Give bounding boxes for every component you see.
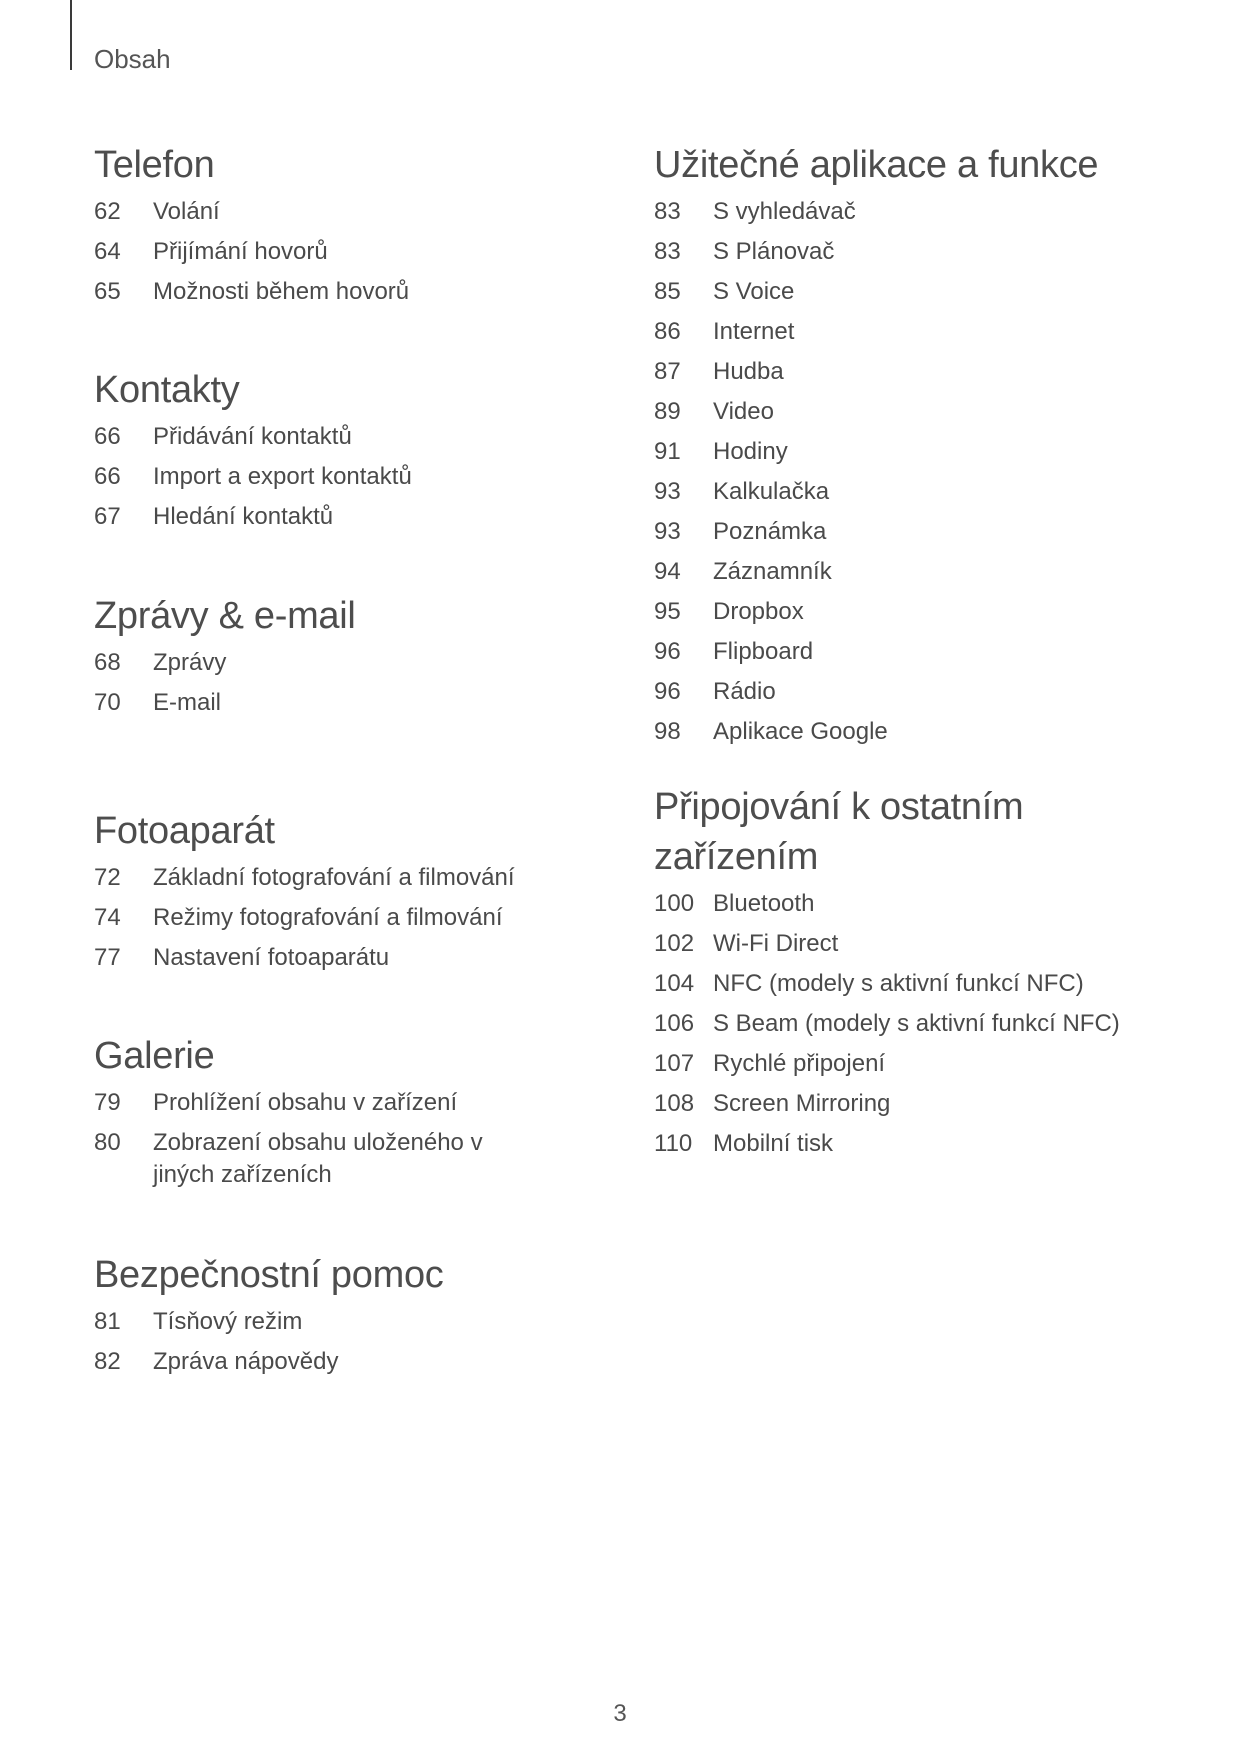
toc-entry[interactable] [94, 497, 594, 537]
toc-entry-page: 66 [94, 423, 121, 450]
toc-entry-title: Zprávy [153, 649, 227, 676]
toc-entry[interactable] [654, 1004, 1174, 1044]
toc-entry-page: 93 [654, 478, 681, 505]
toc-entry[interactable] [654, 884, 1174, 924]
toc-entry-list [94, 1302, 594, 1382]
toc-entry-title: Flipboard [713, 638, 814, 665]
toc-entry[interactable] [94, 417, 594, 457]
toc-entry[interactable] [94, 457, 594, 497]
toc-entry-title: Základní fotografování a filmování [153, 864, 515, 891]
toc-entry[interactable] [94, 192, 594, 232]
toc-entry-page: 72 [94, 864, 121, 891]
toc-entry-title: Dropbox [713, 598, 804, 625]
toc-entry[interactable] [94, 683, 594, 723]
toc-entry-page: 80 [94, 1129, 121, 1156]
toc-entry-page: 94 [654, 558, 681, 585]
toc-entry-title: Video [713, 398, 774, 425]
toc-entry-page: 86 [654, 318, 681, 345]
toc-section-galerie [94, 1031, 594, 1195]
toc-entry-title: Wi-Fi Direct [713, 930, 839, 957]
toc-entry-page: 110 [654, 1130, 693, 1157]
toc-entry-title: NFC (modely s aktivní funkcí NFC) [713, 970, 1084, 997]
toc-entry-page: 68 [94, 649, 121, 676]
toc-entry[interactable] [654, 924, 1174, 964]
toc-entry[interactable] [654, 232, 1174, 272]
toc-entry-page: 77 [94, 944, 121, 971]
toc-entry-page: 96 [654, 638, 681, 665]
toc-entry-title: Bluetooth [713, 890, 815, 917]
toc-entry-list [94, 1083, 594, 1195]
toc-entry[interactable] [654, 552, 1174, 592]
toc-section-fotoaparat [94, 806, 594, 978]
toc-entry-title: Možnosti během hovorů [153, 278, 410, 305]
toc-entry-title: Záznamník [713, 558, 832, 585]
toc-entry-title: Volání [153, 198, 220, 225]
toc-entry-title: Rychlé připojení [713, 1050, 886, 1077]
toc-entry-page: 65 [94, 278, 121, 305]
toc-entry-page: 108 [654, 1090, 695, 1117]
toc-entry-title: Nastavení fotoaparátu [153, 944, 390, 971]
toc-entry[interactable] [94, 1342, 594, 1382]
toc-entry[interactable] [654, 192, 1174, 232]
toc-entry-title: Režimy fotografování a filmování [153, 904, 503, 931]
toc-entry[interactable] [94, 898, 594, 938]
toc-entry-list [654, 884, 1174, 1164]
toc-entry[interactable] [654, 1124, 1174, 1164]
toc-entry-title: Aplikace Google [713, 718, 888, 745]
toc-entry-page: 98 [654, 718, 681, 745]
toc-entry-title: S Plánovač [713, 238, 835, 265]
toc-entry[interactable] [654, 272, 1174, 312]
toc-entry-list [94, 417, 594, 537]
toc-entry-list [654, 192, 1174, 752]
toc-entry[interactable] [654, 432, 1174, 472]
toc-section-zpravy-e-mail [94, 591, 594, 723]
section-heading: Užitečné aplikace a funkce [654, 144, 1099, 186]
toc-entry[interactable] [94, 1123, 594, 1195]
toc-entry[interactable] [94, 272, 594, 312]
toc-entry-title: Import a export kontaktů [153, 463, 412, 490]
toc-entry[interactable] [654, 672, 1174, 712]
toc-entry-page: 62 [94, 198, 121, 225]
toc-entry-page: 64 [94, 238, 121, 265]
toc-entry[interactable] [94, 1083, 594, 1123]
toc-entry[interactable] [94, 1302, 594, 1342]
toc-entry[interactable] [94, 938, 594, 978]
section-heading: Bezpečnostní pomoc [94, 1254, 444, 1296]
toc-entry[interactable] [654, 712, 1174, 752]
toc-entry-page: 93 [654, 518, 681, 545]
toc-entry-page: 67 [94, 503, 121, 530]
toc-entry-page: 95 [654, 598, 681, 625]
toc-entry[interactable] [94, 643, 594, 683]
toc-entry[interactable] [94, 858, 594, 898]
toc-entry[interactable] [654, 632, 1174, 672]
toc-entry[interactable] [654, 392, 1174, 432]
toc-section-pripojovani-k-ostatnim-zarizenim [654, 782, 1174, 1164]
toc-entry[interactable] [654, 312, 1174, 352]
toc-entry-title: Tísňový režim [153, 1308, 303, 1335]
toc-entry-page: 96 [654, 678, 681, 705]
section-heading: Připojování k ostatním zařízením [654, 786, 1024, 878]
toc-entry[interactable] [654, 512, 1174, 552]
toc-entry-title: Přidávání kontaktů [153, 423, 352, 450]
toc-entry-page: 70 [94, 689, 121, 716]
section-heading: Telefon [94, 144, 215, 186]
toc-entry-title: Hodiny [713, 438, 788, 465]
toc-entry[interactable] [654, 472, 1174, 512]
toc-entry-title: Poznámka [713, 518, 827, 545]
toc-entry-page: 100 [654, 890, 695, 917]
toc-entry-list [94, 192, 594, 312]
toc-entry-page: 107 [654, 1050, 695, 1077]
section-heading: Galerie [94, 1035, 215, 1077]
toc-entry-title: S Voice [713, 278, 795, 305]
toc-entry[interactable] [654, 964, 1174, 1004]
toc-entry-title: Screen Mirroring [713, 1090, 891, 1117]
toc-entry-title: Hudba [713, 358, 784, 385]
toc-entry-title: Hledání kontaktů [153, 503, 334, 530]
toc-entry[interactable] [654, 592, 1174, 632]
toc-entry-page: 89 [654, 398, 681, 425]
toc-entry-page: 91 [654, 438, 681, 465]
toc-entry-page: 83 [654, 198, 681, 225]
toc-section-bezpecnostni-pomoc [94, 1250, 594, 1382]
section-heading: Zprávy & e-mail [94, 595, 356, 637]
toc-section-kontakty [94, 365, 594, 537]
page-number: 3 [613, 1700, 627, 1727]
toc-entry-title: Prohlížení obsahu v zařízení [153, 1089, 458, 1116]
toc-entry-title: Internet [713, 318, 795, 345]
toc-section-telefon [94, 140, 594, 312]
toc-entry-list [94, 643, 594, 723]
toc-entry-page: 74 [94, 904, 121, 931]
toc-entry-title: E-mail [153, 689, 222, 716]
toc-entry-title: S Beam (modely s aktivní funkcí NFC) [713, 1010, 1120, 1037]
toc-entry-page: 66 [94, 463, 121, 490]
toc-entry[interactable] [94, 232, 594, 272]
toc-entry-page: 83 [654, 238, 681, 265]
header-rule [70, 0, 72, 70]
toc-entry[interactable] [654, 352, 1174, 392]
toc-entry-page: 87 [654, 358, 681, 385]
toc-entry-title: S vyhledávač [713, 198, 856, 225]
toc-entry-title: Přijímání hovorů [153, 238, 328, 265]
toc-entry-page: 104 [654, 970, 695, 997]
header-label: Obsah [94, 44, 171, 74]
toc-entry-page: 81 [94, 1308, 121, 1335]
toc-entry[interactable] [654, 1044, 1174, 1084]
toc-entry-title: Rádio [713, 678, 776, 705]
toc-entry[interactable] [654, 1084, 1174, 1124]
toc-entry-page: 79 [94, 1089, 121, 1116]
section-heading: Fotoaparát [94, 810, 275, 852]
toc-entry-page: 82 [94, 1348, 121, 1375]
section-heading: Kontakty [94, 369, 240, 411]
toc-entry-page: 102 [654, 930, 695, 957]
toc-entry-title: Mobilní tisk [713, 1130, 834, 1157]
toc-entry-list [94, 858, 594, 978]
toc-entry-title: Zobrazení obsahu uloženého v jiných zařízeních [153, 1129, 483, 1188]
toc-entry-title: Kalkulačka [713, 478, 830, 505]
toc-section-uzitecne-aplikace-a-funkce [654, 140, 1174, 752]
toc-entry-page: 106 [654, 1010, 695, 1037]
toc-entry-page: 85 [654, 278, 681, 305]
toc-entry-title: Zpráva nápovědy [153, 1348, 339, 1375]
